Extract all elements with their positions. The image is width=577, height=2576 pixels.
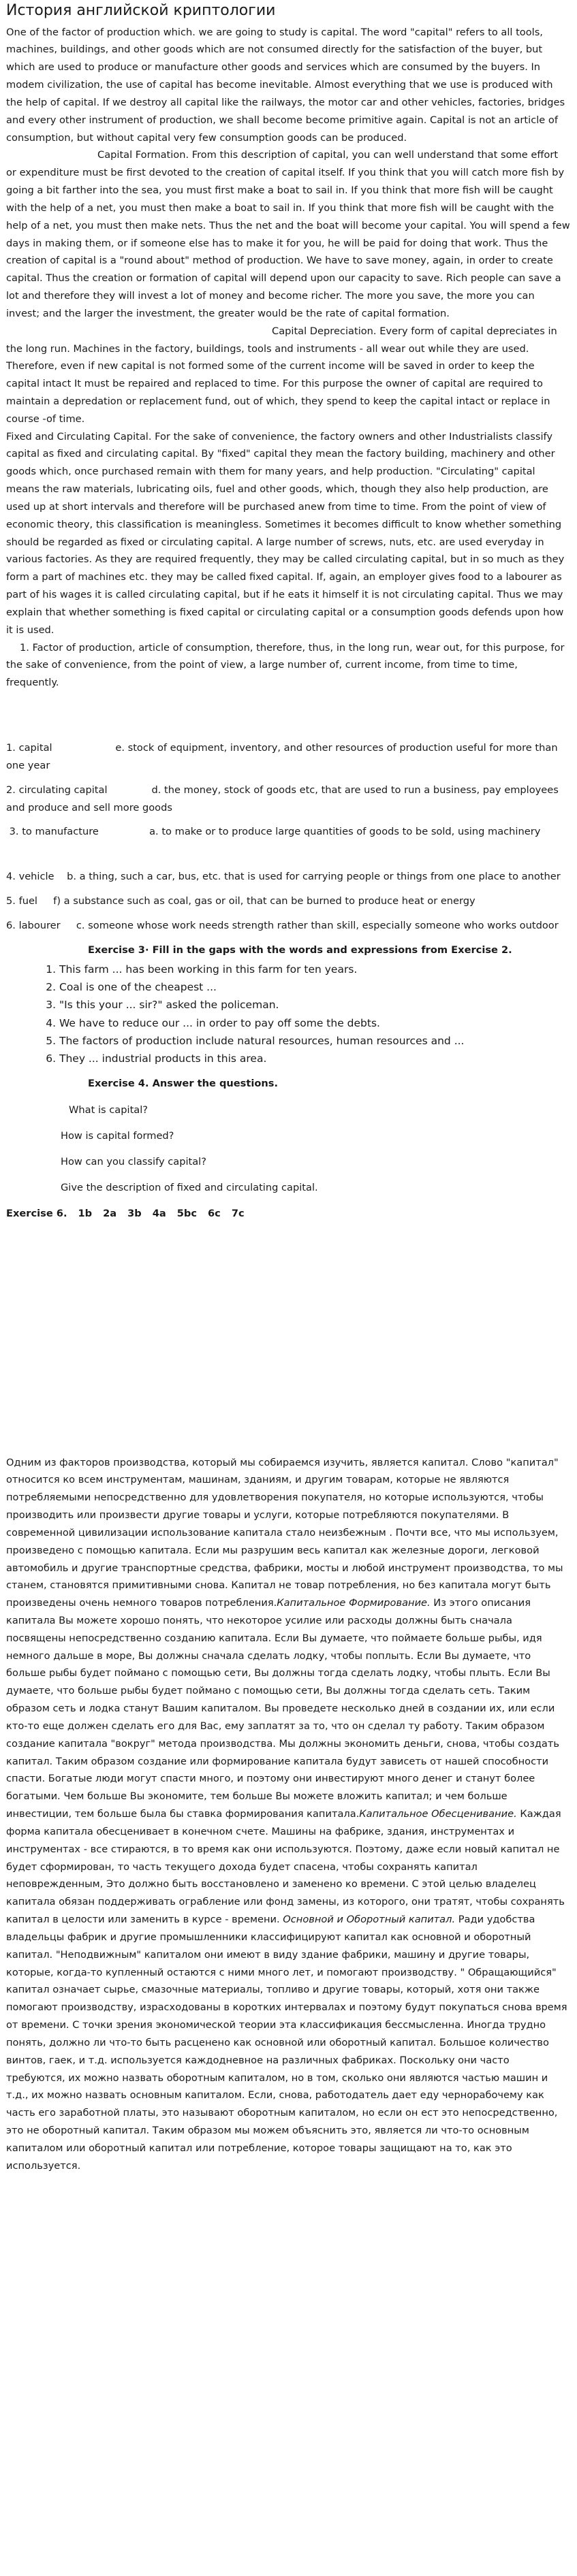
paragraph-vocabulary-list: 1. Factor of production, article of consumption, therefore, thus, in the long run, wear out, for this purpose, for the sake of convenience, from the point of view, a large number of, current income, from time to time, frequently. (6, 641, 565, 689)
question-item: What is capital? (69, 1104, 149, 1116)
list-item: 6. They ... industrial products in this area. (59, 1050, 571, 1067)
spacer (6, 692, 571, 739)
exercise-6-answers (6, 1205, 571, 1223)
russian-heading-depreciation: Капитальное Обесценивание. (359, 1808, 517, 1820)
answer: 7c (231, 1207, 245, 1219)
russian-heading-formation: Капитальное Формирование. (277, 1597, 431, 1609)
question-item: How is capital formed? (61, 1130, 174, 1142)
spacer (6, 848, 571, 868)
list-item: 1. This farm ... has been working in this farm for ten years. (59, 961, 571, 978)
exercise-6-label: Exercise 6. (6, 1207, 67, 1219)
russian-heading-fixed: Основной и Оборотный капитал. (283, 1914, 456, 1926)
page-title: История английской криптологии (6, 2, 276, 19)
match-item-vehicle: 4. vehicle b. a thing, such a car, bus, etc. that is used for carrying people or things from one place to another (6, 871, 561, 883)
russian-text: Из этого описания капитала Вы можете хорошо понять, что некоторое усилие или расходы должны быть сначала посвящены непосредственно созданию капитала. Если Вы думаете, что поймаете больше рыбы, идя немного дальше в море, Вы должны сначала сделать лодку, чтобы поплыть. Если Вы думаете, что больше рыбы будет поймано с помощью сети, Вы должны тогда сделать лодку, чтобы плыть. Если Вы думаете, что больше рыбы будет поймано с помощью сети, Вы должны тогда сделать сеть. Таким образом сеть и лодка станут Вашим капиталом. Вы проведете несколько дней в создании их, или если кто-то еще должен сделать его для Вас, ему заплатят за то, что он сделал ту работу. Таким образом создание капитала "вокруг" метода производства. Мы должны экономить деньги, снова, чтобы создать капитал. Таким образом создание или формирование капитала будут зависеть от нашей способности спасти. Богатые люди могут спасти много, и поэтому они инвестируют много денег и станут более богатыми. Чем больше Вы экономите, тем больше Вы можете вложить капитал; и чем больше инвестиции, тем больше была бы ставка формирования капитала. (6, 1597, 559, 1820)
list-item: 3. "Is this your ... sir?" asked the policeman. (59, 996, 571, 1014)
answer: 3b (127, 1207, 142, 1219)
question-item: Give the description of fixed and circulating capital. (61, 1181, 318, 1193)
answer: 2a (103, 1207, 117, 1219)
list-item: 5. The factors of production include natural resources, human resources and ... (59, 1032, 571, 1050)
question-item: How can you classify capital? (61, 1156, 206, 1168)
list-item: 2. Coal is one of the cheapest ... (59, 978, 571, 996)
match-item-fuel: 5. fuel f) a substance such as coal, gas or oil, that can be burned to produce heat or energy (6, 895, 475, 907)
answer: 4a (152, 1207, 166, 1219)
answer: 1b (78, 1207, 93, 1219)
paragraph-capital-depreciation: Capital Depreciation. Every form of capital depreciates in the long run. Machines in the factory, buildings, tools and instruments - all wear out while they are used. Therefore, even if new capital is not formed some of the current income will be saved in order to keep the capital intact It must be repaired and replaced to time. For this purpose the owner of capital are required to maintain a depredation or replacement fund, out of which, they spend to keep the capital intact or replace in course -of time. (6, 325, 557, 425)
answer: 6c (208, 1207, 221, 1219)
answer: 5bc (176, 1207, 198, 1219)
russian-translation (6, 1454, 571, 2175)
paragraph-capital-formation: Capital Formation. From this description of capital, you can well understand that some effort or expenditure must be first devoted to the creation of capital itself. If you think that you will catch more fish by going a bit farther into the sea, you must first make a boat to sail in. If you think that more fish will be caught with the help of a net, you must then make a boat to sail in. If you think that more fish will be caught with the help of a net, you must then make nets. Thus the net and the boat will become your capital. You will spend a few days in making them, or if someone else has to make it for you, he will be paid for doing that work. Thus the creation of capital is a "round about" method of production. We have to save money, again, in order to create capital. Thus the creation or formation of capital will depend upon our capacity to save. Rich people can save a lot and therefore they will invest a lot of money and become richer. The more you save, the more you can invest; and the larger the investment, the greater would be the rate of capital formation. (6, 149, 570, 319)
list-item: 4. We have to reduce our ... in order to pay off some the debts. (59, 1014, 571, 1032)
paragraph-capital-definition: One of the factor of production which. we are going to study is capital. The word "capital" refers to all tools, machines, buildings, and other goods which are not consumed directly for the satisfaction of the buyer, but which are used to produce or manufacture other goods and services which are consumed by the buyers. In modem civilization, the use of capital has become inevitable. Almost everything that we use is produced with the help of capital. If we destroy all capital like the railways, the motor car and other vehicles, factories, bridges and every other instrument of production, we shall become become primitive again. Capital is not an article of consumption, but without capital very few consumption goods can be produced. (6, 26, 565, 144)
match-item-capital: 1. capital e. stock of equipment, inventory, and other resources of production useful for more than one year (6, 742, 561, 771)
match-item-manufacture: 3. to manufacture a. to make or to produce large quantities of goods to be sold, using machinery (6, 826, 541, 838)
russian-text: Одним из факторов производства, который мы собираемся изучить, является капитал. Слово "капитал" относится ко всем инструментам, машинам, зданиям, и другим товарам, которые не являются потребляемыми непосредственно для удовлетворения покупателя, но которые используются, чтобы производить или произвести другие товары и услуги, которые потребляются покупателями. В современной цивилизации использование капитала стало неизбежным . Почти все, что мы используем, произведено с помощью капитала. Если мы разрушим весь капитал как железные дороги, легковой автомобиль и другие транспортные средства, фабрики, мосты и любой инструмент производства, то мы станем, становятся примитивными снова. Капитал не товар потребления, но без капитала могут быть произведены очень немного товаров потребления. (6, 1456, 563, 1609)
spacer (6, 1223, 571, 1454)
exercise-3-list (6, 961, 571, 1068)
exercise-3-heading: Exercise 3· Fill in the gaps with the words and expressions from Exercise 2. (88, 944, 512, 956)
match-item-circulating-capital: 2. circulating capital d. the money, stock of goods etc, that are used to run a business, pay employees and produce and sell more goods (6, 784, 562, 814)
exercise-4-heading: Exercise 4. Answer the questions. (88, 1077, 278, 1089)
paragraph-fixed-circulating: Fixed and Circulating Capital. For the sake of convenience, the factory owners and other Industrialists classify capital as fixed and circulating capital. By "fixed" capital they mean the factory building, machinery and other goods which, once purchased remain with them for many years, and help production. "Circulating" capital means the raw materials, lubricating oils, fuel and other goods, which, though they also help production, are used up at short intervals and therefore will be purchased anew from time to time. From the point of view of economic theory, this classification is meaningless. Sometimes it becomes difficult to know whether something should be regarded as fixed or circulating capital. A large number of screws, nuts, etc. are used everyday in various factories. As they are required frequently, they may be called circulating capital, but in so much as they form a part of machines etc. they may be called fixed capital. If, again, an employer gives food to a labourer as part of his wages it is called circulating capital, but if he eats it himself it is not circulating capital. Thus we may explain that whether something is fixed capital or circulating capital or a consumption goods defends upon how it is used. (6, 430, 565, 636)
matching-exercise (6, 739, 571, 935)
russian-text: Ради удобства владельцы фабрик и другие промышленники классифицируют капитал как основной и оборотный капитал. "Неподвижным" капиталом они имеют в виду здание фабрики, машину и другие товары, которые, когда-то купленный остаются с ними много лет, и помогают производству. " Обращающийся" капитал означает сырье, смазочные материалы, топливо и другие товары, который, хотя они также помогают производству, израсходованы в коротких интервалах и поэтому будут покупаться снова время от времени. С точки зрения экономической теории эта классификация бессмысленна. Иногда трудно понять, должно ли что-то быть расценено как основной или оборотный капитал. Большое количество винтов, гаек, и т.д. используется каждодневное на различных фабриках. Поскольку они часто требуются, их можно назвать оборотным капиталом, но в том, сколько они являются частью машин и т.д., их можно назвать основным капиталом. Если, снова, работодатель дает еду чернорабочему как часть его заработной платы, это называют оборотным капиталом, но если он ест это непосредственно, это не оборотный капитал. Таким образом мы можем объяснить это, является ли что-то основным капиталом или оборотный капитал или потребление, которое товары защищают на то, как это используется. (6, 1914, 567, 2172)
russian-text: Каждая форма капитала обесценивает в конечном счете. Машины на фабрике, здания, инструментах и инструментах - все стираются, в то время как они используются. Поэтому, даже если новый капитал не будет сформирован, то часть текущего дохода будет спасена, чтобы сохранять капитал неповрежденным, Это должно быть восстановлено и заменено ко времени. С этой целью владелец капитала обязан поддерживать ограбление или фонд замены, из которого, они тратят, чтобы сохранять капитал в целости или заменить в курсе - времени. (6, 1808, 565, 1926)
match-item-labourer: 6. labourer c. someone whose work needs strength rather than skill, especially someone who works outdoor (6, 919, 559, 931)
